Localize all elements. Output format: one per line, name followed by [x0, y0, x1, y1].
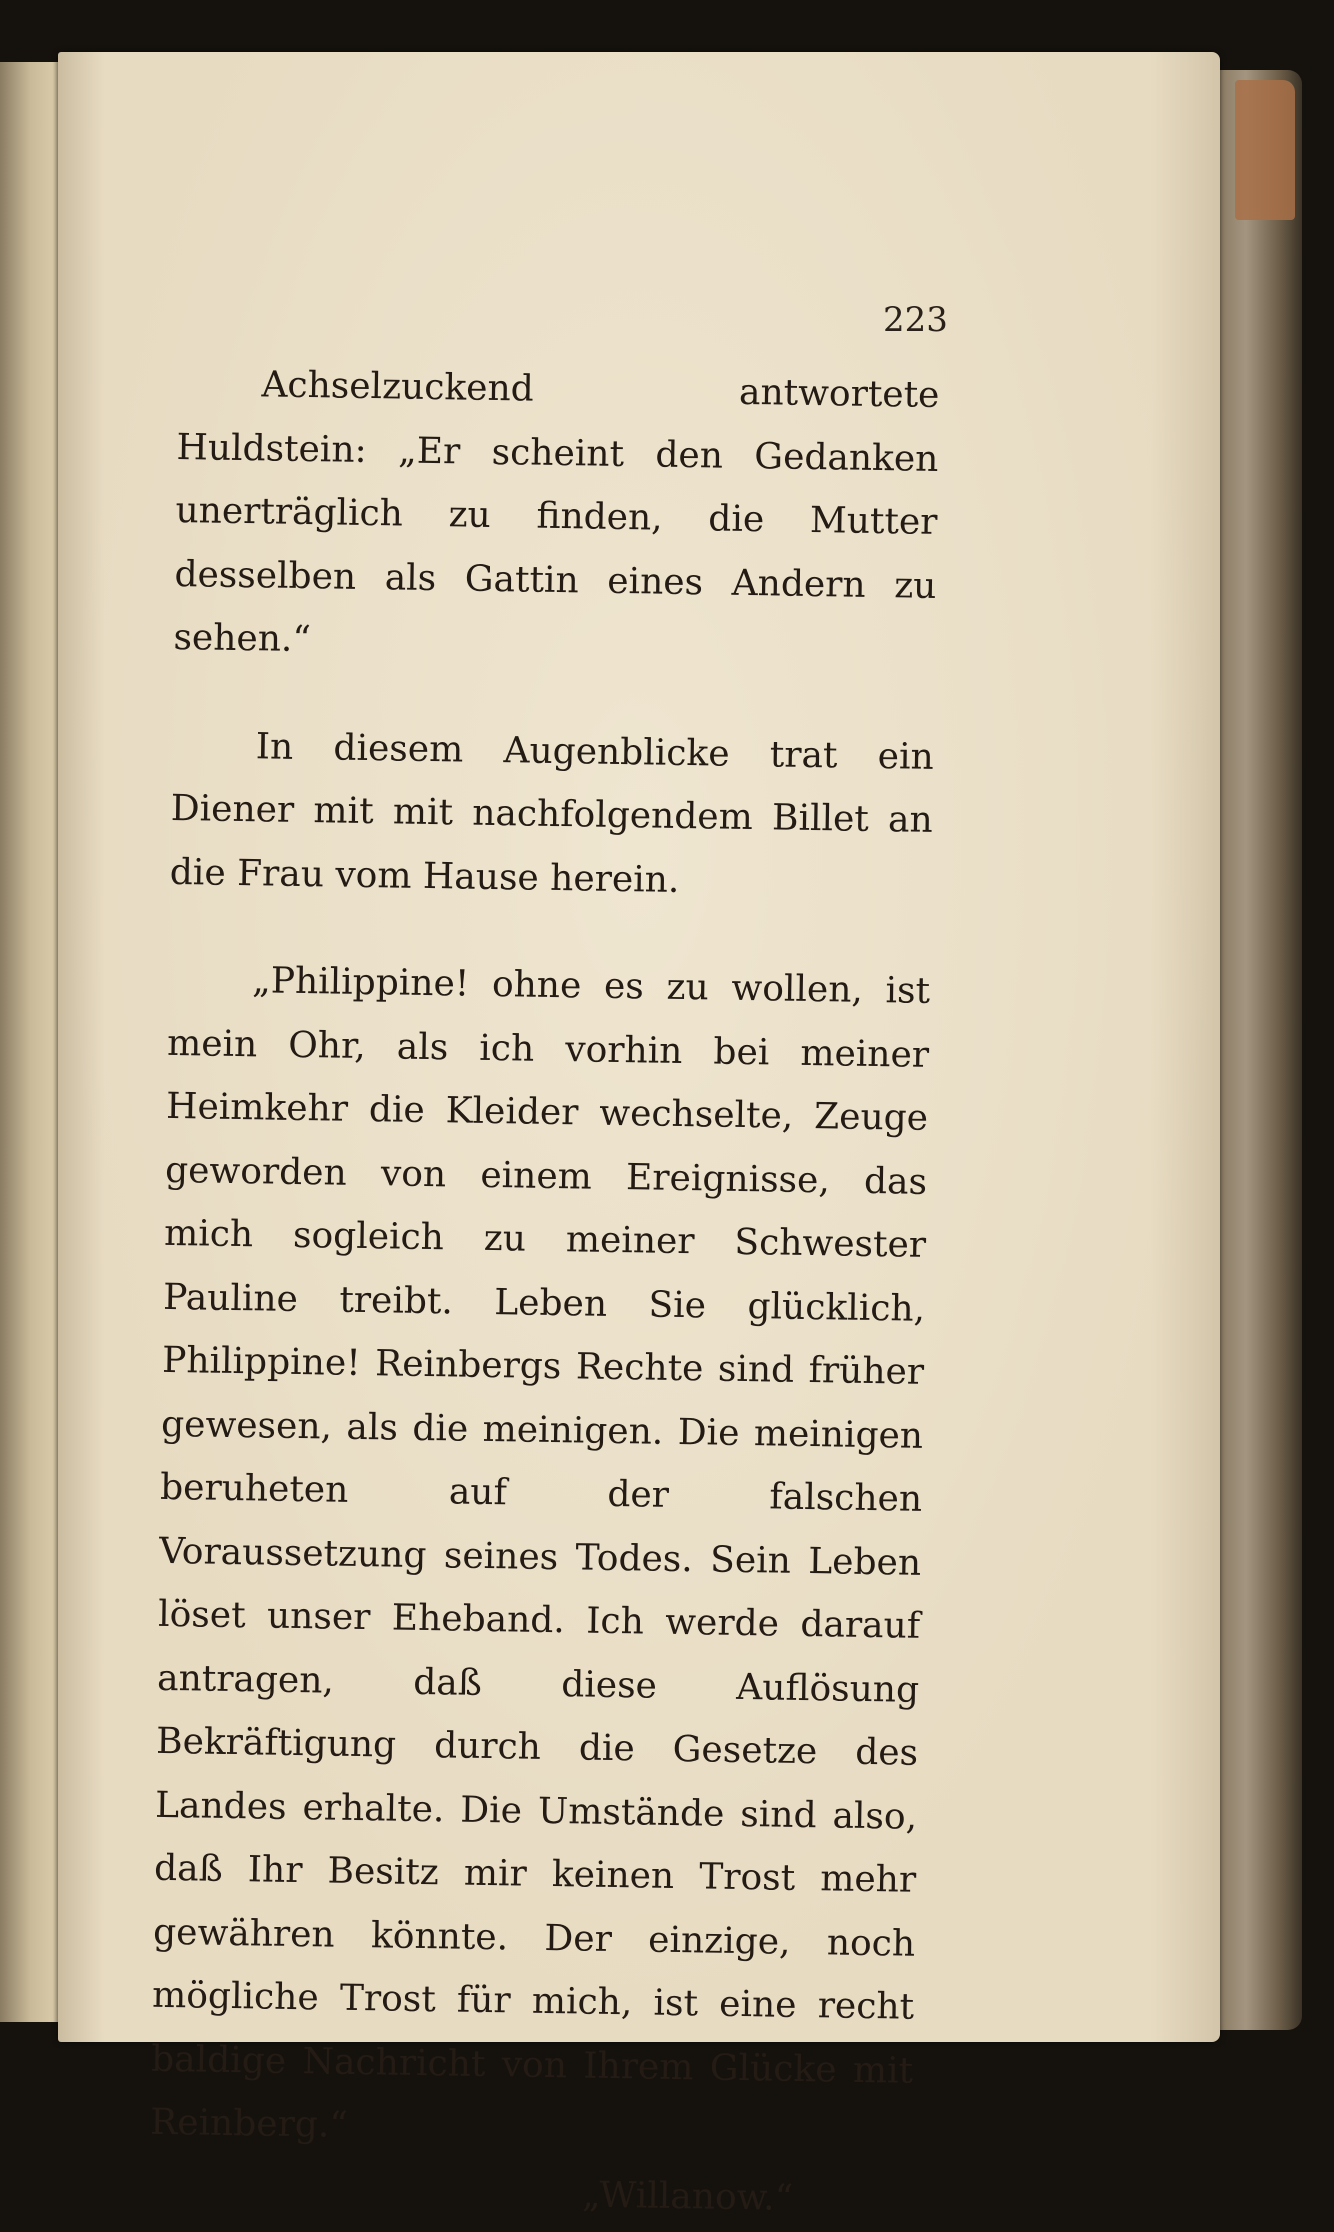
- paragraph-1: Achselzuckend antwortete Huldstein: „Er scheint den Gedanken unerträglich zu finden, die Mutter desselben als Gattin eines Andern zu sehen.“: [173, 364, 940, 661]
- page-text: [149, 352, 940, 2232]
- previous-page-edge: [0, 62, 66, 2022]
- page-number: 223: [883, 300, 948, 340]
- letter-signature: „Willanow.“: [581, 2174, 794, 2219]
- paragraph-3: „Philippine! ohne es zu wollen, ist mein Ohr, als ich vorhin bei meiner Heimkehr die Kleider wechselte, Zeuge geworden von einem Ereignisse, das mich sogleich zu meiner Schwester Pauline treibt. Leben Sie glücklich, Philippine! Reinbergs Rechte sind früher gewesen, als die meinigen. Die meinigen beruheten auf der falschen Voraussetzung seines Todes. Sein Leben löset unser Eheband. Ich werde darauf antragen, daß diese Auflösung Bekräftigung durch die Gesetze des Landes erhalte. Die Umstände sind also, daß Ihr Besitz mir keinen Trost mehr gewähren könnte. Der einzige, noch mögliche Trost für mich, ist eine recht baldige Nachricht von Ihrem Glücke mit Reinberg.“: [149, 960, 931, 2146]
- cover-stain: [1235, 80, 1295, 220]
- paragraph-2: In diesem Augenblicke trat ein Diener mit mit nachfolgendem Billet an die Frau vom Hause herein.: [169, 725, 935, 901]
